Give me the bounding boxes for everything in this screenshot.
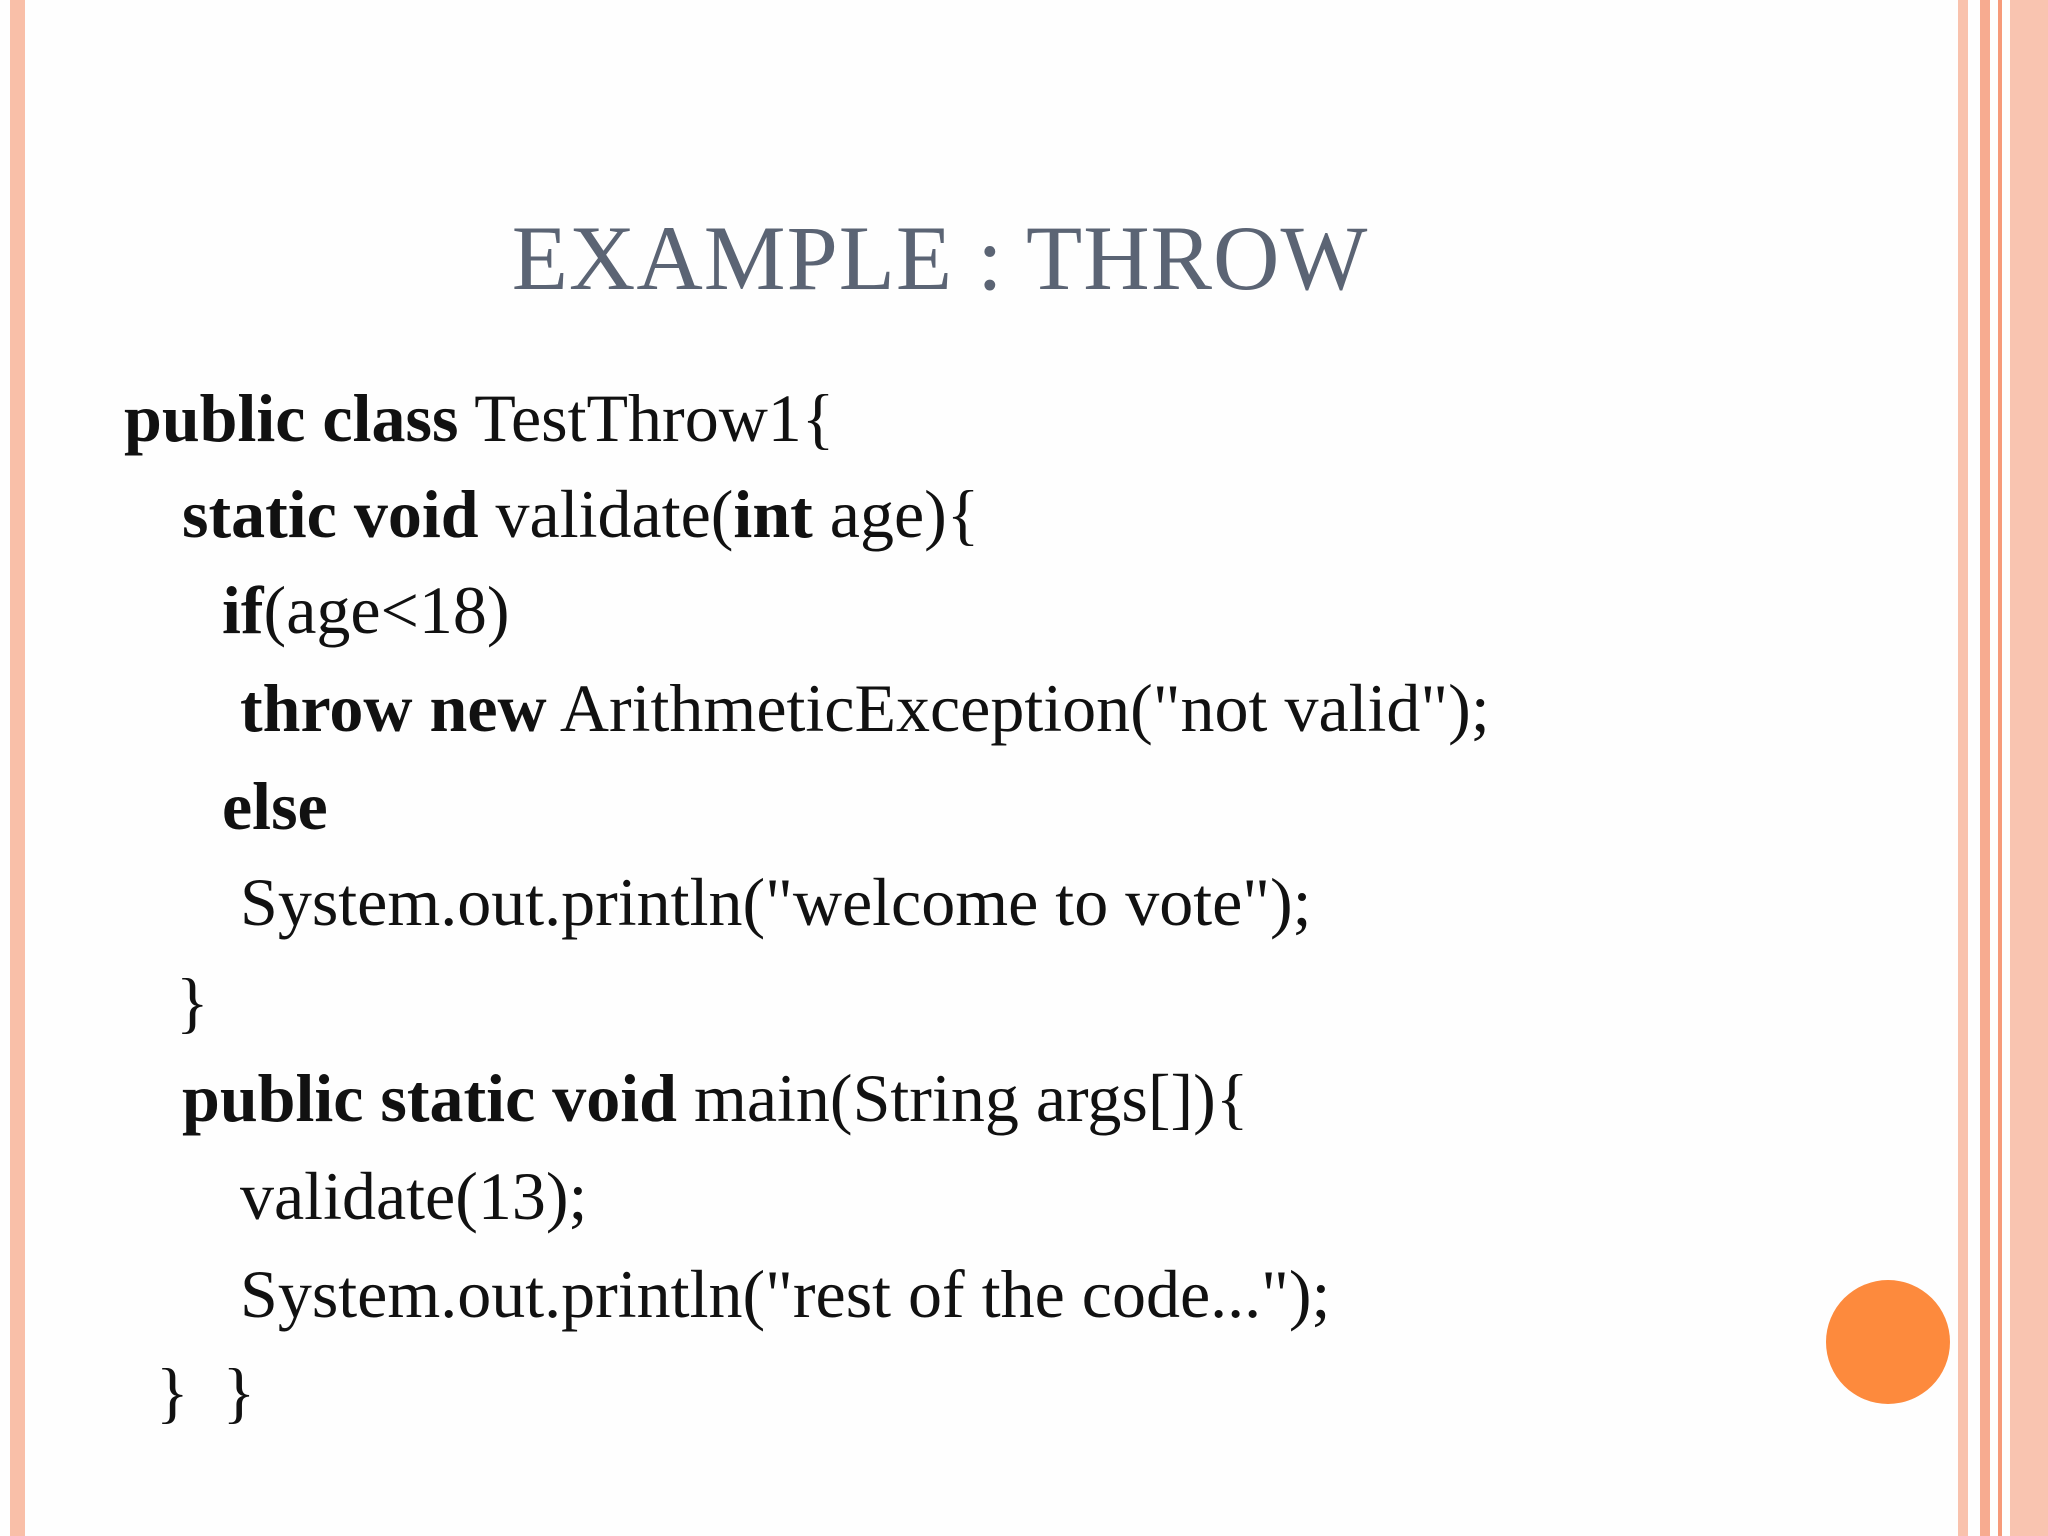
code-text: validate(13);	[240, 1158, 588, 1234]
code-line	[176, 962, 209, 1042]
code-text: (age<18)	[263, 572, 510, 648]
slide-title: EXAMPLE : THROW	[511, 207, 1369, 309]
code-text: }	[176, 964, 209, 1040]
right-border-stripe	[2010, 0, 2048, 1536]
code-keyword: else	[222, 768, 328, 844]
code-line	[182, 1058, 1248, 1138]
decorative-circle	[1826, 1280, 1950, 1404]
code-text: System.out.println("rest of the code...");	[240, 1256, 1331, 1332]
code-line	[240, 1156, 587, 1236]
code-text: System.out.println("welcome to vote");	[240, 864, 1312, 940]
code-line	[240, 1254, 1330, 1334]
code-keyword: int	[733, 476, 813, 552]
right-border-stripe	[1980, 0, 1990, 1536]
right-border-stripe	[1998, 0, 2002, 1536]
code-text: } }	[156, 1354, 256, 1430]
code-line	[156, 1352, 255, 1432]
code-line	[124, 378, 834, 458]
code-text: ArithmeticException("not valid");	[546, 670, 1490, 746]
code-line	[240, 862, 1312, 942]
code-keyword: public class	[124, 380, 459, 456]
code-line	[222, 570, 510, 650]
right-border-stripe	[1958, 0, 1968, 1536]
code-text: validate(	[478, 476, 734, 552]
code-text: main(String args[]){	[676, 1060, 1249, 1136]
code-keyword: throw new	[240, 670, 547, 746]
code-line	[182, 474, 979, 554]
code-text: TestThrow1{	[458, 380, 835, 456]
code-keyword: public static void	[182, 1060, 677, 1136]
code-keyword: static void	[182, 476, 479, 552]
code-line	[222, 766, 328, 846]
code-text: age){	[812, 476, 980, 552]
code-line	[240, 668, 1490, 748]
code-keyword: if	[222, 572, 264, 648]
